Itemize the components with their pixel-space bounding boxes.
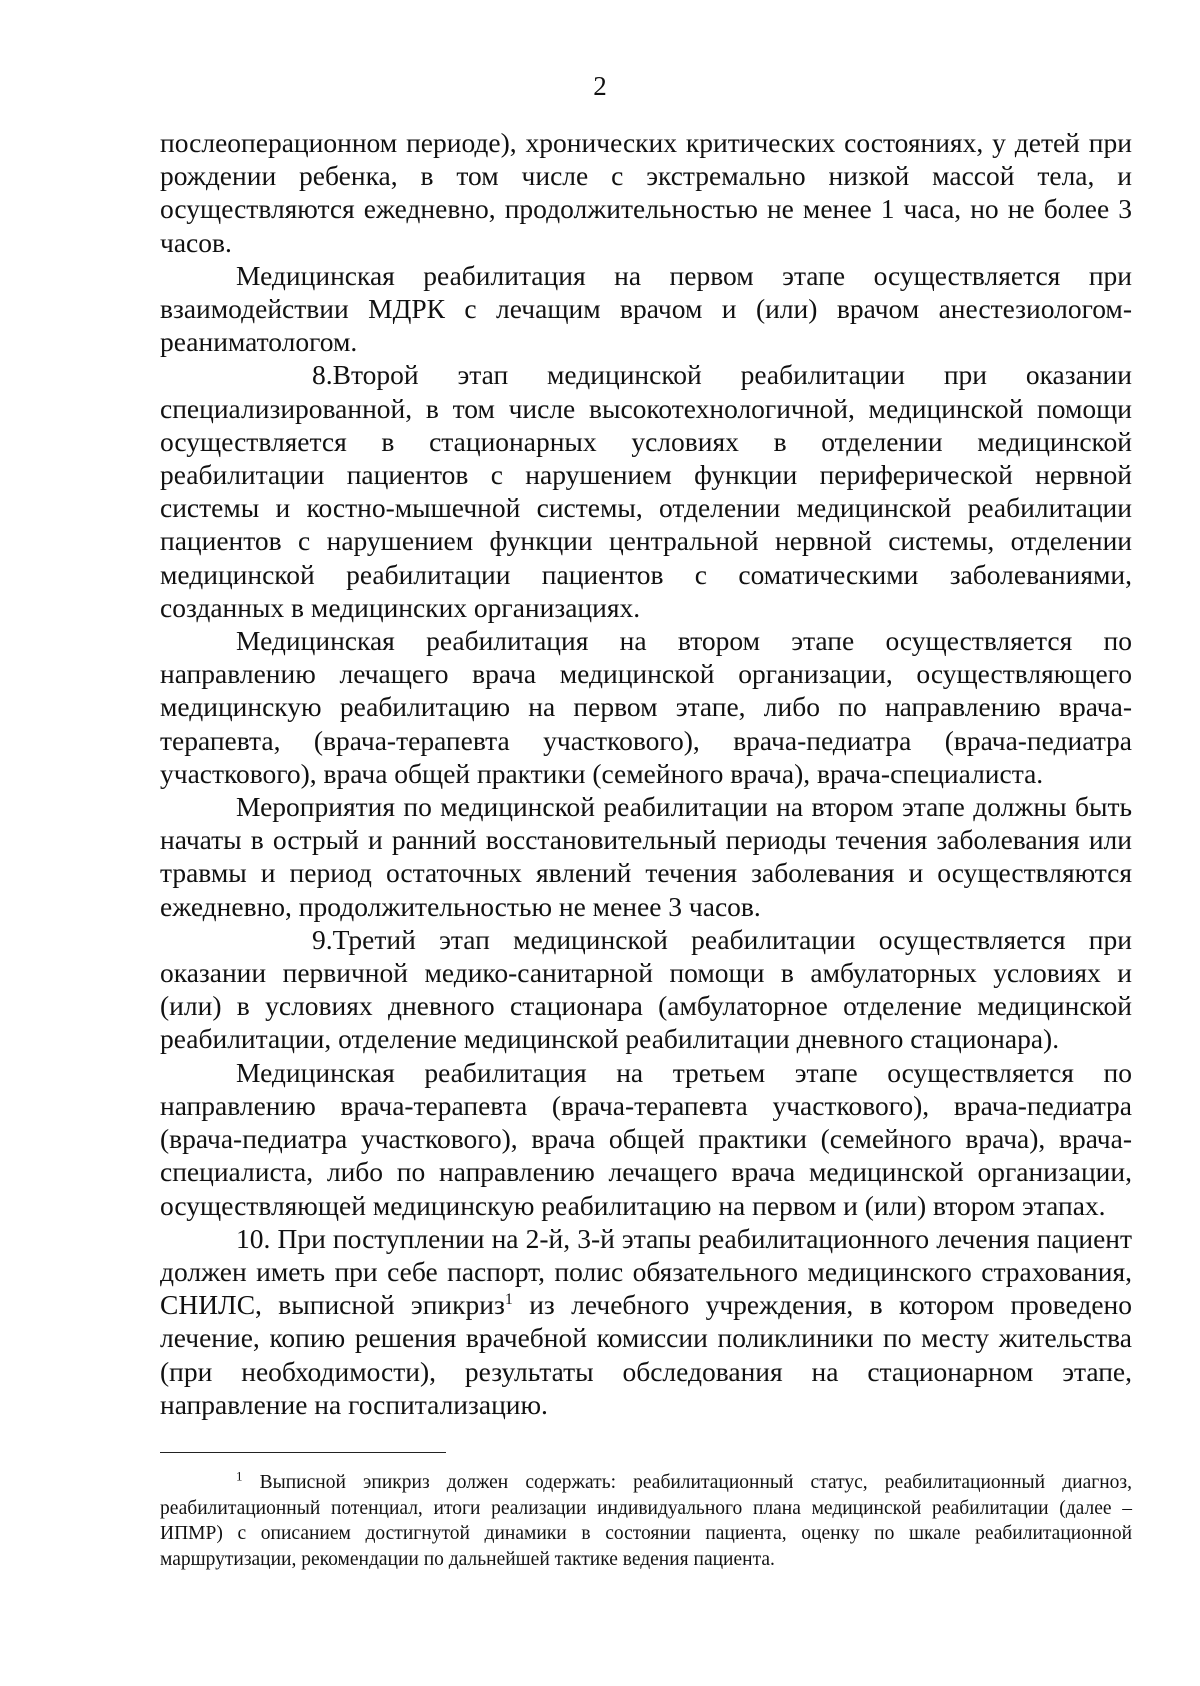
paragraph-stage1-interaction: [160, 259, 1132, 359]
paragraph-second-stage-measures: [160, 790, 1132, 923]
paragraph-number: 10.: [236, 1222, 271, 1254]
page-number: 2: [593, 71, 607, 101]
body-text: [160, 126, 1132, 1421]
paragraph-text: Второй этап медицинской реабилитации при оказании специализированной, в том числе высокотехнологичной, медицинской помощи осуществляется в стационарных условиях в отделении медицинской реабилитации пациентов с нарушением функции периферической нервной системы и костно-мышечной системы, отделении медицинской реабилитации пациентов с нарушением функции центральной нервной системы, отделении медицинской реабилитации пациентов с соматическими заболеваниями, созданных в медицинских организациях.: [160, 359, 1132, 623]
paragraph-number: 9.: [312, 923, 333, 955]
paragraph-text: Третий этап медицинской реабилитации осуществляется при оказании первичной медико-санитарной помощи в амбулаторных условиях и (или) в условиях дневного стационара (амбулаторное отделение медицинской реабилитации, отделение медицинской реабилитации дневного стационара).: [160, 923, 1132, 1055]
footnote-marker: 1: [236, 1468, 243, 1484]
paragraph-text: Медицинская реабилитация на втором этапе осуществляется по направлению лечащего врача медицинской организации, осуществляющего медицинскую реабилитацию на первом этапе, либо по направлению врача-терапевта, (врача-терапевта участкового), врача-педиатра (врача-педиатра участкового), врача общей практики (семейного врача), врача-специалиста.: [160, 625, 1132, 789]
paragraph-text-continued: из лечебного учреждения, в котором проведено лечение, копию решения врачебной комиссии поликлиники по месту жительства (при необходимости), результаты обследования на стационарном этапе, направление на госпитализацию.: [160, 1289, 1132, 1420]
paragraph-10-admission: [160, 1222, 1132, 1421]
paragraph-9-third-stage: [160, 923, 1132, 1056]
paragraph-text: Мероприятия по медицинской реабилитации на втором этапе должны быть начаты в острый и ранний восстановительный периоды течения заболевания или травмы и период остаточных явлений течения заболевания и осуществляются ежедневно, продолжительностью не менее 3 часов.: [160, 791, 1132, 922]
paragraph-continuation: [160, 126, 1132, 259]
footnote-reference[interactable]: 1: [504, 1290, 513, 1308]
paragraph-text: послеоперационном периоде), хронических критических состояниях, у детей при рождении ребенка, в том числе с экстремально низкой массой тела, и осуществляются ежедневно, продолжительностью не менее 1 часа, но не более 3 часов.: [160, 127, 1132, 258]
paragraph-text: Медицинская реабилитация на третьем этапе осуществляется по направлению врача-терапевта (врача-терапевта участкового), врача-педиатра (врача-педиатра участкового), врача общей практики (семейного врача), врача-специалиста, либо по направлению лечащего врача медицинской организации, осуществляющей медицинскую реабилитацию на первом и (или) втором этапах.: [160, 1056, 1132, 1221]
footnote: [160, 1470, 1132, 1572]
paragraph-third-stage-referral: [160, 1056, 1132, 1222]
paragraph-text: Медицинская реабилитация на первом этапе осуществляется при взаимодействии МДРК с лечащим врачом и (или) врачом анестезиологом-реаниматологом.: [160, 259, 1132, 358]
paragraph-number: 8.: [312, 359, 333, 391]
paragraph-text: При поступлении на 2-й, 3-й этапы реабилитационного лечения пациент должен иметь при себе паспорт, полис обязательного медицинского страхования, СНИЛС, выписной эпикриз: [160, 1222, 1133, 1321]
footnote-text: Выписной эпикриз должен содержать: реабилитационный статус, реабилитационный диагноз, реабилитационный потенциал, итоги реализации индивидуального плана медицинской реабилитации (далее – ИПМР) с описанием достигнутой динамики в состоянии пациента, оценку по шкале реабилитационной маршрутизации, рекомендации по дальнейшей тактике ведения пациента.: [160, 1472, 1132, 1570]
footnote-separator: [160, 1452, 446, 1453]
paragraph-second-stage-referral: [160, 624, 1132, 790]
paragraph-8-second-stage: [160, 358, 1132, 624]
